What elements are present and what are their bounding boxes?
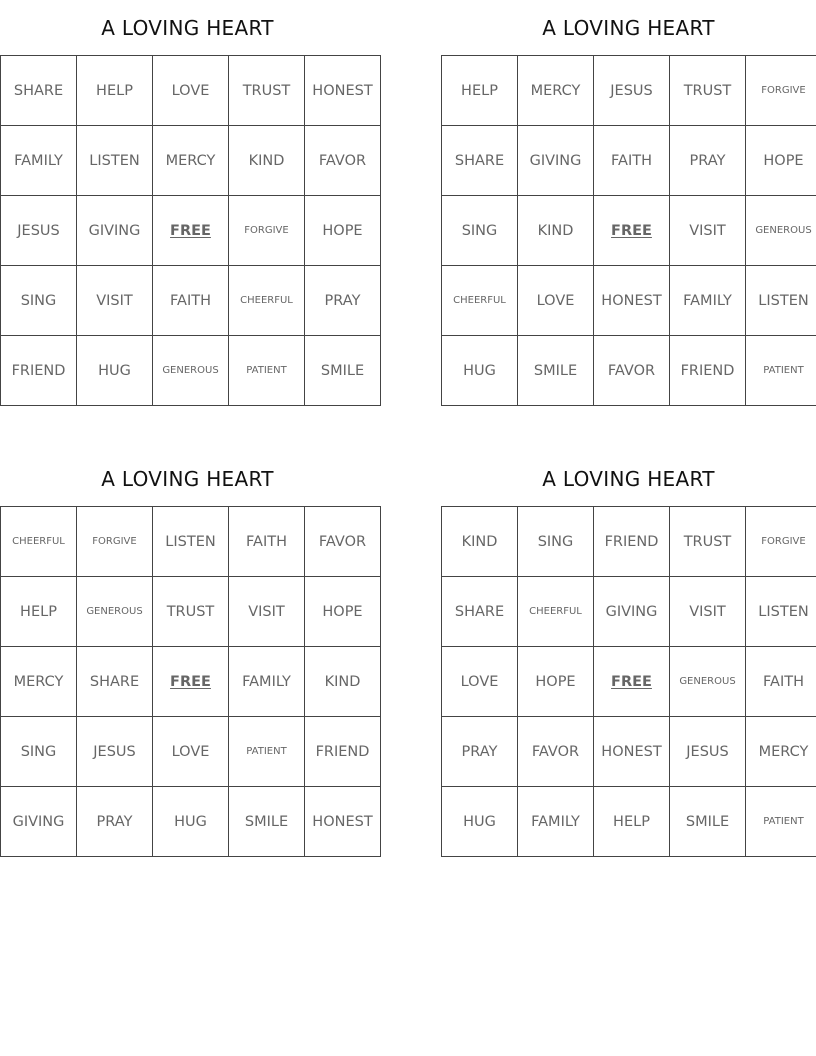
grid-row (1, 647, 381, 717)
bingo-cell: FAITH (229, 507, 305, 577)
bingo-cell: FORGIVE (746, 507, 816, 577)
grid-row (1, 507, 381, 577)
bingo-cell: SMILE (518, 336, 594, 406)
grid-row (442, 56, 816, 126)
grid-row (442, 126, 816, 196)
grid-row (1, 126, 381, 196)
bingo-cell: MERCY (746, 717, 816, 787)
bingo-cell: SMILE (229, 787, 305, 857)
bingo-cell: TRUST (229, 56, 305, 126)
bingo-cell: VISIT (77, 266, 153, 336)
free-space-cell: FREE (594, 647, 670, 717)
bingo-cell: FAVOR (305, 507, 381, 577)
bingo-cell: GENEROUS (670, 647, 746, 717)
bingo-cell: HELP (1, 577, 77, 647)
bingo-cell: PATIENT (746, 787, 816, 857)
bingo-cell: LOVE (518, 266, 594, 336)
bingo-cell: KIND (229, 126, 305, 196)
bingo-cell: JESUS (77, 717, 153, 787)
bingo-cell: HONEST (305, 787, 381, 857)
bingo-cell: FRIEND (1, 336, 77, 406)
bingo-cell: PRAY (305, 266, 381, 336)
bingo-cell: VISIT (670, 577, 746, 647)
bingo-cell: TRUST (153, 577, 229, 647)
bingo-cell: KIND (305, 647, 381, 717)
bingo-cell: HELP (594, 787, 670, 857)
bingo-cell: FAMILY (1, 126, 77, 196)
bingo-cell: PRAY (77, 787, 153, 857)
bingo-cell: SHARE (442, 126, 518, 196)
bingo-cell: FRIEND (594, 507, 670, 577)
card-title: A LOVING HEART (542, 467, 715, 491)
bingo-cell: HUG (442, 336, 518, 406)
grid-row (1, 577, 381, 647)
bingo-cell: HOPE (518, 647, 594, 717)
bingo-cell: FORGIVE (746, 56, 816, 126)
bingo-cell: JESUS (670, 717, 746, 787)
grid-row (442, 577, 816, 647)
bingo-cell: MERCY (1, 647, 77, 717)
bingo-cell: GENEROUS (77, 577, 153, 647)
bingo-cell: FAVOR (594, 336, 670, 406)
bingo-cell: HUG (153, 787, 229, 857)
grid-row (442, 266, 816, 336)
bingo-cell: FAMILY (518, 787, 594, 857)
bingo-cell: FAVOR (518, 717, 594, 787)
bingo-cell: FRIEND (670, 336, 746, 406)
bingo-cell: PRAY (670, 126, 746, 196)
bingo-cell: VISIT (229, 577, 305, 647)
bingo-grid (441, 55, 816, 406)
bingo-cell: FAITH (153, 266, 229, 336)
bingo-cell: SING (1, 717, 77, 787)
bingo-cell: HUG (442, 787, 518, 857)
grid-row (1, 266, 381, 336)
card-title: A LOVING HEART (542, 16, 715, 40)
bingo-cell: FAVOR (305, 126, 381, 196)
grid-row (1, 196, 381, 266)
bingo-cell: FRIEND (305, 717, 381, 787)
bingo-cell: HONEST (594, 717, 670, 787)
bingo-cell: SMILE (305, 336, 381, 406)
bingo-cell: CHEERFUL (442, 266, 518, 336)
bingo-cell: LISTEN (746, 577, 816, 647)
free-space-cell: FREE (153, 647, 229, 717)
bingo-cell: PATIENT (229, 717, 305, 787)
grid-row (442, 336, 816, 406)
bingo-grid (441, 506, 816, 857)
card-title: A LOVING HEART (101, 16, 274, 40)
bingo-cell: LISTEN (153, 507, 229, 577)
bingo-cell: KIND (442, 507, 518, 577)
bingo-cell: SHARE (442, 577, 518, 647)
bingo-card-3 (0, 451, 375, 857)
grid-row (442, 717, 816, 787)
bingo-cell: GENEROUS (746, 196, 816, 266)
bingo-cell: HOPE (305, 196, 381, 266)
bingo-cell: LISTEN (746, 266, 816, 336)
bingo-grid (0, 55, 381, 406)
bingo-cell: HOPE (746, 126, 816, 196)
bingo-cell: SHARE (1, 56, 77, 126)
bingo-cell: LOVE (153, 717, 229, 787)
grid-row (442, 787, 816, 857)
bingo-cell: JESUS (594, 56, 670, 126)
free-space-cell: FREE (153, 196, 229, 266)
bingo-cell: FAMILY (670, 266, 746, 336)
grid-row (442, 196, 816, 266)
bingo-cell: SING (1, 266, 77, 336)
bingo-cell: HONEST (305, 56, 381, 126)
bingo-cell: VISIT (670, 196, 746, 266)
bingo-cell: KIND (518, 196, 594, 266)
bingo-cell: HELP (77, 56, 153, 126)
bingo-card-2 (441, 0, 816, 406)
bingo-cell: MERCY (153, 126, 229, 196)
bingo-card-4 (441, 451, 816, 857)
bingo-card-1 (0, 0, 375, 406)
bingo-cell: LOVE (153, 56, 229, 126)
grid-row (1, 717, 381, 787)
bingo-cell: FAITH (594, 126, 670, 196)
bingo-cell: GIVING (594, 577, 670, 647)
bingo-cell: GIVING (1, 787, 77, 857)
bingo-cell: CHEERFUL (1, 507, 77, 577)
bingo-cell: FORGIVE (77, 507, 153, 577)
bingo-cell: FAITH (746, 647, 816, 717)
bingo-cell: MERCY (518, 56, 594, 126)
bingo-cell: SING (442, 196, 518, 266)
bingo-cell: GENEROUS (153, 336, 229, 406)
bingo-cell: SHARE (77, 647, 153, 717)
bingo-cell: PRAY (442, 717, 518, 787)
bingo-cell: HOPE (305, 577, 381, 647)
bingo-cell: GIVING (518, 126, 594, 196)
grid-row (442, 647, 816, 717)
bingo-cell: TRUST (670, 507, 746, 577)
bingo-cell: HONEST (594, 266, 670, 336)
bingo-cell: HUG (77, 336, 153, 406)
bingo-cell: LISTEN (77, 126, 153, 196)
bingo-cell: FAMILY (229, 647, 305, 717)
grid-row (1, 787, 381, 857)
bingo-grid (0, 506, 381, 857)
bingo-cell: JESUS (1, 196, 77, 266)
bingo-cell: TRUST (670, 56, 746, 126)
bingo-cell: CHEERFUL (229, 266, 305, 336)
bingo-cell: FORGIVE (229, 196, 305, 266)
grid-row (442, 507, 816, 577)
grid-row (1, 336, 381, 406)
card-title: A LOVING HEART (101, 467, 274, 491)
bingo-cell: HELP (442, 56, 518, 126)
grid-row (1, 56, 381, 126)
free-space-cell: FREE (594, 196, 670, 266)
bingo-cell: PATIENT (746, 336, 816, 406)
bingo-cell: SING (518, 507, 594, 577)
bingo-cell: CHEERFUL (518, 577, 594, 647)
bingo-cell: PATIENT (229, 336, 305, 406)
bingo-cell: LOVE (442, 647, 518, 717)
bingo-cell: GIVING (77, 196, 153, 266)
bingo-cell: SMILE (670, 787, 746, 857)
